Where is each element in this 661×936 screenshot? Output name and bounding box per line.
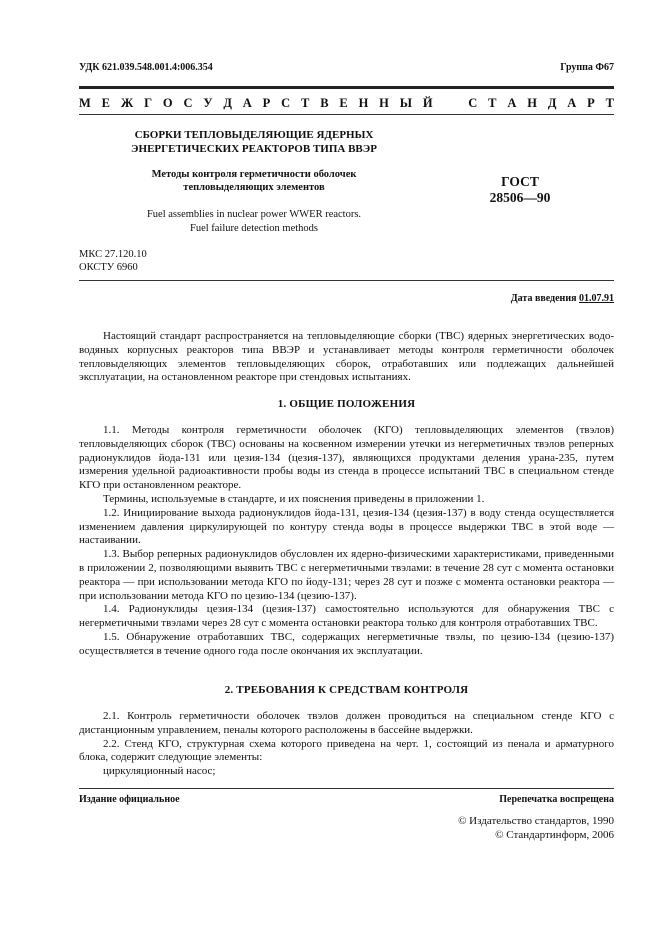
banner-letter: Д bbox=[547, 96, 557, 110]
section-1-body bbox=[79, 424, 614, 659]
banner-letter: А bbox=[242, 96, 252, 110]
english-title-line-2: Fuel failure detection methods bbox=[189, 223, 318, 234]
banner-letter: А bbox=[507, 96, 517, 110]
banner-letter: Р bbox=[262, 96, 271, 110]
reprint-prohibited: Перепечатка воспрещена bbox=[499, 794, 614, 805]
banner-letter: Е bbox=[101, 96, 110, 110]
banner-letter: Д bbox=[223, 96, 232, 110]
banner-letter: Н bbox=[379, 96, 389, 110]
banner-letter: Т bbox=[605, 96, 614, 110]
document-title bbox=[79, 128, 429, 156]
subtitle-line-1: Методы контроля герметичности оболочек bbox=[151, 169, 357, 180]
paragraph-elements-item: циркуляционный насос; bbox=[103, 765, 216, 778]
top-rule bbox=[79, 86, 614, 89]
banner-letter: Г bbox=[144, 96, 153, 110]
paragraph-1-3: 1.3. Выбор реперных радионуклидов обусловлен их ядерно-физическими характеристиками, приведенными в приложении 2, позволяющими выявить ТВС с негерметичными твэлами: в течение 28 сут с момента остановки реактора — при использовании метода КГО по йоду-131; через 28 сут и позже с момента остановки реактора — при использовании метода КГО по цезию-134 (цезию-137). bbox=[79, 548, 614, 602]
banner-letter: Н bbox=[358, 96, 369, 110]
mks-code: МКС 27.120.10 bbox=[79, 249, 147, 260]
english-title bbox=[79, 208, 429, 236]
intro-text: Настоящий стандарт распространяется на тепловыделяющие сборки (ТВС) ядерных энергетических водо-водяных корпусных реакторов типа ВВЭР и устанавливает методы контроля герметичности оболочек тепловыделяющих элементов тепловыделяющих сборок, отработавших или подлежащих дальнейшей эксплуатации, на остановленном реакторе при стендовых испытаниях. bbox=[79, 330, 614, 384]
paragraph-2-2: 2.2. Стенд КГО, структурная схема которого приведена на черт. 1, состоящий из пенала и арматурного блока, содержит следующие элементы: bbox=[79, 737, 614, 764]
banner-letter: С bbox=[281, 96, 291, 110]
paragraph-1-1: 1.1. Методы контроля герметичности оболочек (КГО) тепловыделяющих элементов (твэлов) тепловыделяющих сборок (ТВС) основаны на косвенном измерении утечки из негерметичных твэлов реперных радионуклидов йода-131 или цезия-134 (цезия-137), являющихся продуктами деления урана-235, путем измерения удельной радиоактивности пробы воды из стенда в процессе испытаний ТВС в специальном стенде КГО при остановленном реакторе. bbox=[79, 424, 614, 492]
okstu-code: ОКСТУ 6960 bbox=[79, 262, 138, 273]
gost-label: ГОСТ bbox=[501, 174, 539, 189]
classification-codes bbox=[79, 248, 147, 274]
introduction-date-label: Дата введения bbox=[510, 293, 577, 304]
english-title-line-1: Fuel assemblies in nuclear power WWER reactors. bbox=[146, 209, 362, 220]
banner-letter: О bbox=[162, 96, 173, 110]
banner-letter: М bbox=[79, 96, 91, 110]
banner-letter: Ы bbox=[399, 96, 413, 110]
banner-bottom-rule bbox=[79, 114, 614, 115]
banner-letter: Ж bbox=[120, 96, 134, 110]
banner-letter: Й bbox=[422, 96, 433, 110]
banner-letter: У bbox=[203, 96, 213, 110]
banner-letter: Е bbox=[339, 96, 348, 110]
introduction-date-value: 01.07.91 bbox=[579, 293, 614, 304]
udk-code: УДК 621.039.548.001.4:006.354 bbox=[79, 62, 213, 73]
paragraph-2-1: 2.1. Контроль герметичности оболочек твэлов должен проводиться на специальном стенде КГО с дистанционным управлением, пеналы которого расположены в бассейне выдержки. bbox=[79, 710, 614, 736]
standard-banner bbox=[79, 96, 614, 111]
group-code: Группа Ф67 bbox=[560, 62, 614, 73]
official-edition: Издание официальное bbox=[79, 794, 180, 805]
section-2-body bbox=[79, 710, 614, 779]
paragraph-terms: Термины, используемые в стандарте, и их пояснения приведены в приложении 1. bbox=[103, 492, 485, 505]
banner-letter: Т bbox=[488, 96, 497, 110]
paragraph-1-4: 1.4. Радионуклиды цезия-134 (цезия-137) самостоятельно используются для обнаружения ТВС с негерметичными твэлами через 28 сут с момента остановки реактора только для контроля отработавших ТВС. bbox=[79, 603, 614, 630]
codes-rule bbox=[79, 280, 614, 281]
subtitle-line-2: тепловыделяющих элементов bbox=[183, 182, 325, 193]
introduction-date bbox=[511, 293, 614, 304]
gost-number: 28506—90 bbox=[489, 190, 551, 205]
document-subtitle bbox=[79, 168, 429, 194]
footer-rule bbox=[79, 788, 614, 789]
banner-letter: Т bbox=[301, 96, 310, 110]
banner-letter: Р bbox=[587, 96, 595, 110]
paragraph-1-2: 1.2. Инициирование выхода радионуклидов йода-131, цезия-134 (цезия-137) в воду стенда осуществляется изменением давления циркулирующей по контуру стенда воды в процессе выдержки ТВС в этой воде — настаивании. bbox=[79, 506, 614, 547]
intro-paragraph bbox=[79, 330, 614, 385]
banner-letter: С bbox=[468, 96, 478, 110]
title-line-2: ЭНЕРГЕТИЧЕСКИХ РЕАКТОРОВ ТИПА ВВЭР bbox=[131, 143, 377, 155]
section-1-heading: 1. ОБЩИЕ ПОЛОЖЕНИЯ bbox=[277, 398, 416, 410]
banner-letter: Н bbox=[527, 96, 537, 110]
copyright-1990: © Издательство стандартов, 1990 bbox=[458, 815, 614, 827]
banner-letter: В bbox=[320, 96, 329, 110]
banner-letter: С bbox=[183, 96, 193, 110]
gost-designation bbox=[460, 174, 580, 206]
banner-gap bbox=[443, 96, 457, 111]
section-2-heading: 2. ТРЕБОВАНИЯ К СРЕДСТВАМ КОНТРОЛЯ bbox=[224, 684, 469, 696]
copyright-2006: © Стандартинформ, 2006 bbox=[495, 829, 614, 841]
copyright-block bbox=[458, 814, 614, 842]
title-line-1: СБОРКИ ТЕПЛОВЫДЕЛЯЮЩИЕ ЯДЕРНЫХ bbox=[134, 129, 374, 141]
banner-letter: А bbox=[567, 96, 577, 110]
paragraph-1-5: 1.5. Обнаружение отработавших ТВС, содержащих негерметичные твэлы, по цезию-134 (цезию-137) осуществляется в течение одного года после окончания их эксплуатации. bbox=[79, 630, 614, 657]
